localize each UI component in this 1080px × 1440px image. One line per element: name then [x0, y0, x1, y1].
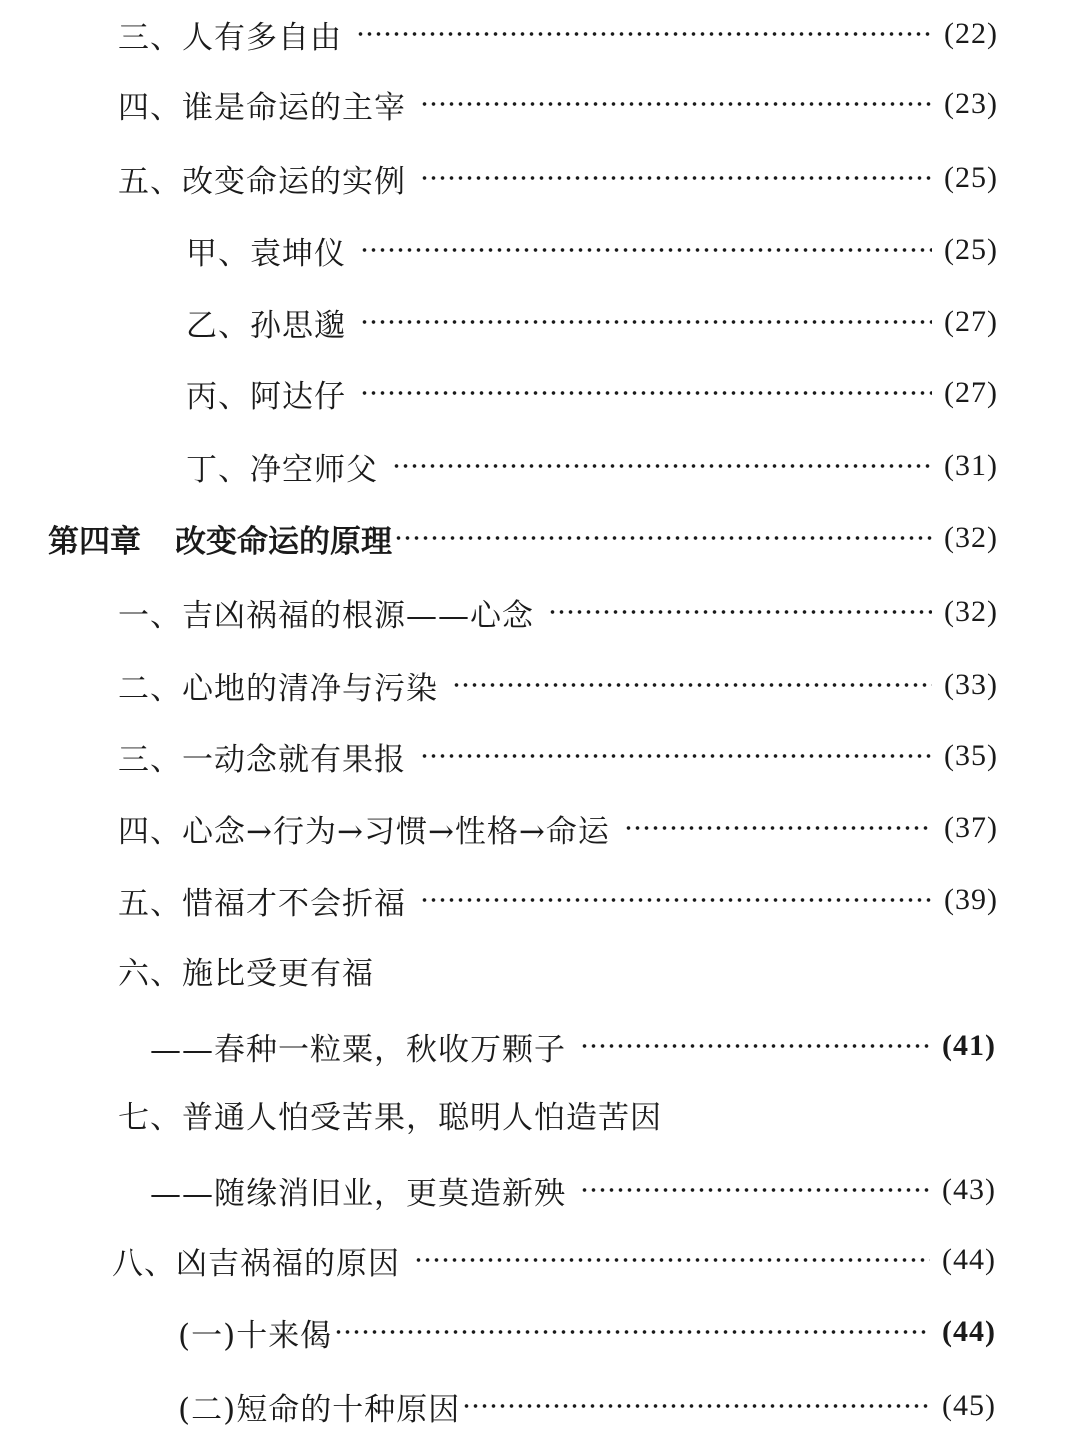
toc-entry-page: (27)	[944, 376, 998, 409]
toc-entry	[118, 1088, 998, 1140]
toc-entry-page: (44)	[942, 1315, 996, 1348]
toc-entry-title: 三、一动念就有果报	[118, 741, 406, 778]
toc-entry-page: (37)	[944, 811, 998, 844]
toc-entry-subtitle	[150, 1164, 996, 1216]
toc-entry-page: (33)	[944, 668, 998, 701]
toc-entry	[118, 152, 998, 204]
toc-entry-page: (31)	[944, 449, 998, 482]
toc-entry	[178, 1306, 996, 1358]
toc-entry	[118, 730, 998, 782]
toc-entry-page: (27)	[944, 305, 998, 338]
dot-leader	[334, 1330, 930, 1334]
toc-entry-title: 一、吉凶祸福的根源——心念	[118, 597, 534, 634]
toc-entry	[186, 367, 998, 419]
dot-leader	[356, 32, 932, 36]
dot-leader	[414, 1258, 930, 1262]
toc-chapter-entry	[48, 512, 998, 564]
toc-entry-title: (一)十来偈	[178, 1317, 333, 1354]
toc-entry-title: 丁、净空师父	[186, 451, 378, 488]
chapter-title	[48, 516, 392, 561]
toc-entry-page: (45)	[942, 1389, 996, 1422]
toc-entry	[118, 8, 998, 60]
dot-leader	[394, 536, 932, 540]
toc-entry-page: (32)	[944, 521, 998, 554]
toc-entry-title: 六、施比受更有福	[118, 955, 374, 992]
dot-leader	[452, 683, 932, 687]
dot-leader	[360, 248, 932, 252]
toc-entry-title: 四、心念→行为→习惯→性格→命运	[118, 813, 610, 850]
toc-entry-title: (二)短命的十种原因	[178, 1391, 461, 1428]
dot-leader	[360, 320, 932, 324]
toc-entry-title: 二、心地的清净与污染	[118, 670, 438, 707]
toc-entry-title: 五、改变命运的实例	[118, 163, 406, 200]
toc-entry	[118, 78, 998, 130]
toc-entry-subtitle	[150, 1020, 996, 1072]
toc-entry-title: 甲、袁坤仪	[186, 235, 346, 272]
dot-leader	[580, 1188, 930, 1192]
dot-leader	[360, 391, 932, 395]
dot-leader	[420, 754, 932, 758]
toc-entry	[118, 659, 998, 711]
toc-entry-title: 乙、孙思邈	[186, 307, 346, 344]
chapter-name: 改变命运的原理	[175, 523, 392, 560]
toc-entry-title: 五、惜福才不会折福	[118, 885, 406, 922]
toc-entry	[112, 1234, 996, 1286]
dot-leader	[420, 102, 932, 106]
chapter-number: 第四章	[48, 523, 141, 560]
toc-entry	[178, 1380, 996, 1432]
toc-entry-title: 七、普通人怕受苦果，聪明人怕造苦因	[118, 1099, 662, 1136]
toc-entry-page: (35)	[944, 739, 998, 772]
dot-leader	[624, 826, 932, 830]
toc-entry	[186, 224, 998, 276]
dot-leader	[548, 610, 932, 614]
toc-entry-title: 丙、阿达仔	[186, 378, 346, 415]
toc-entry-title: 八、凶吉祸福的原因	[112, 1245, 400, 1282]
toc-entry-page: (22)	[944, 17, 998, 50]
toc-entry	[186, 296, 998, 348]
toc-entry-page: (43)	[942, 1173, 996, 1206]
toc-entry	[118, 874, 998, 926]
toc-entry-title: ——随缘消旧业，更莫造新殃	[150, 1175, 566, 1212]
toc-entry-page: (32)	[944, 595, 998, 628]
dot-leader	[462, 1404, 930, 1408]
toc-entry-title: ——春种一粒粟，秋收万颗子	[150, 1031, 566, 1068]
toc-entry-title: 四、谁是命运的主宰	[118, 89, 406, 126]
dot-leader	[420, 898, 932, 902]
toc-entry-page: (23)	[944, 87, 998, 120]
dot-leader	[420, 176, 932, 180]
toc-entry-page: (39)	[944, 883, 998, 916]
toc-entry-page: (25)	[944, 161, 998, 194]
toc-entry	[118, 586, 998, 638]
dot-leader	[580, 1044, 930, 1048]
toc-entry-page: (41)	[942, 1029, 996, 1062]
toc-entry-page: (25)	[944, 233, 998, 266]
toc-entry-title: 三、人有多自由	[118, 19, 342, 56]
toc-entry	[186, 440, 998, 492]
dot-leader	[392, 464, 932, 468]
toc-entry-page: (44)	[942, 1243, 996, 1276]
toc-entry	[118, 944, 998, 996]
toc-entry	[118, 802, 998, 854]
